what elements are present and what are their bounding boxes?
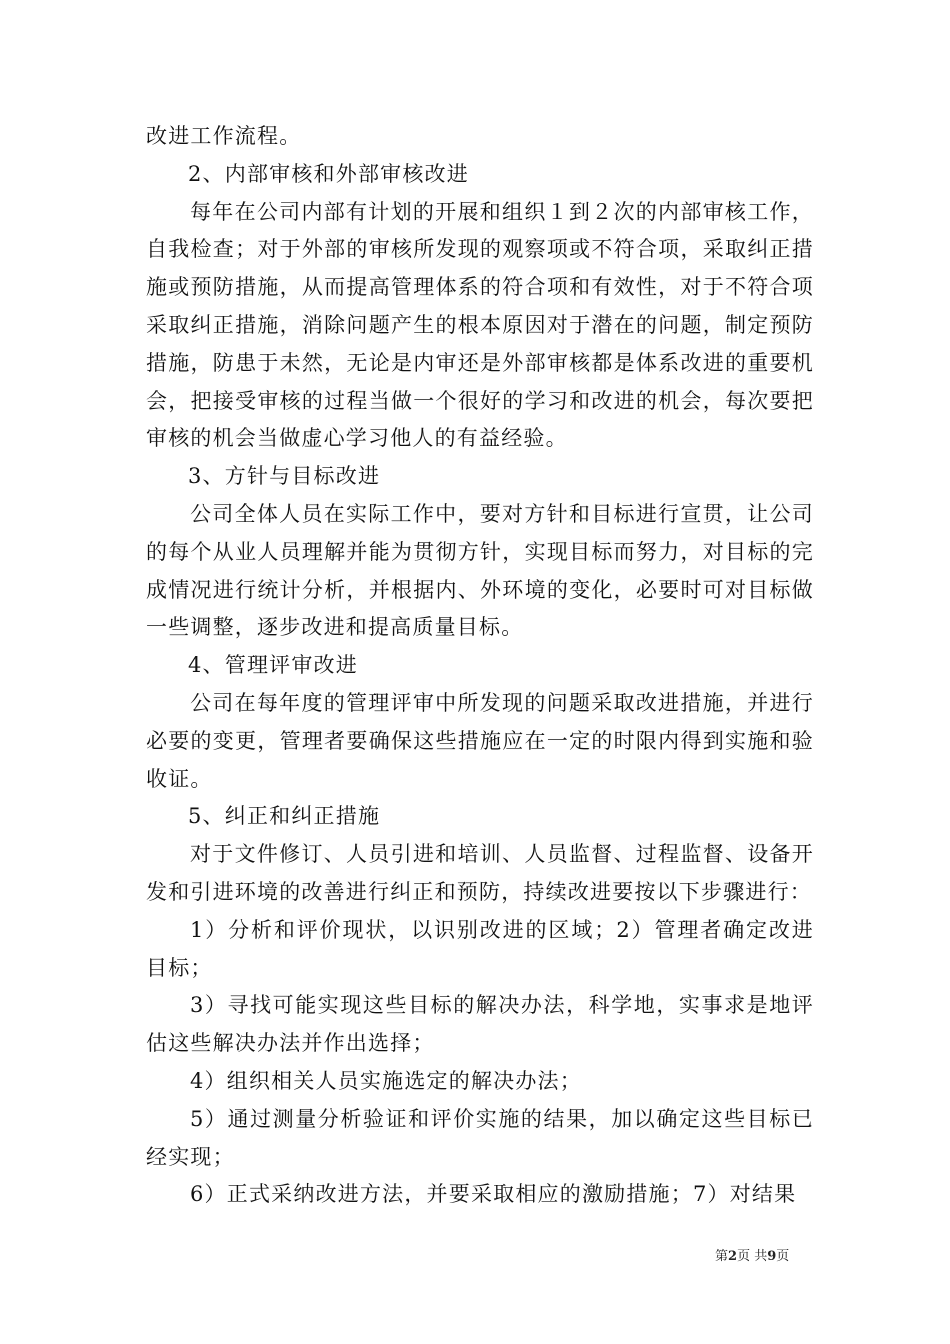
paragraph-management-review: 公司在每年度的管理评审中所发现的问题采取改进措施，并进行必要的变更，管理者要确保这些措施应在一定的时限内得到实施和验收证。 [146, 690, 814, 791]
paragraph-corrective-action: 对于文件修订、人员引进和培训、人员监督、过程监督、设备开发和引进环境的改善进行纠正和预防，持续改进要按以下步骤进行： [146, 842, 814, 904]
section-heading-internal-external-audit: 2、内部审核和外部审核改进 [188, 161, 469, 186]
section-heading-policy-objectives: 3、方针与目标改进 [188, 464, 381, 489]
footer-current-page: 2 [728, 1249, 738, 1264]
list-item-step-1-2: 1）分析和评价现状，以识别改进的区域；2）管理者确定改进目标； [146, 917, 814, 980]
page-number-footer [715, 1245, 825, 1264]
footer-prefix: 第 [715, 1249, 729, 1264]
section-heading-corrective-action: 5、纠正和纠正措施 [188, 804, 381, 829]
paragraph-policy: 公司全体人员在实际工作中，要对方针和目标进行宣贯，让公司的每个从业人员理解并能为贯彻方针，实现目标而努力，对目标的完成情况进行统计分析，并根据内、外环境的变化，必要时可对目标做一些调整，逐步改进和提高质量目标。 [146, 501, 814, 640]
footer-middle: 页 共 [737, 1249, 768, 1264]
document-body [146, 118, 814, 1214]
paragraph-audit: 每年在公司内部有计划的开展和组织１到２次的内部审核工作，自我检查；对于外部的审核所发现的观察项或不符合项，采取纠正措施或预防措施，从而提高管理体系的符合项和有效性，对于不符合项采取纠正措施，消除问题产生的根本原因对于潜在的问题，制定预防措施，防患于未然，无论是内审还是外部审核都是体系改进的重要机会，把接受审核的过程当做一个很好的学习和改进的机会，每次要把审核的机会当做虚心学习他人的有益经验。 [146, 199, 814, 451]
section-heading-management-review: 4、管理评审改进 [188, 653, 358, 678]
list-item-step-4: 4）组织相关人员实施选定的解决办法； [190, 1068, 582, 1093]
list-item-step-6-7: 6）正式采纳改进方法，并要采取相应的激励措施；7）对结果 [190, 1182, 797, 1207]
footer-suffix: 页 [776, 1249, 790, 1264]
list-item-step-3: 3）寻找可能实现这些目标的解决办法，科学地，实事求是地评估这些解决办法并作出选择； [146, 993, 814, 1056]
paragraph-continuation: 改进工作流程。 [146, 124, 302, 148]
list-item-step-5: 5）通过测量分析验证和评价实施的结果，加以确定这些目标已经实现； [146, 1106, 814, 1169]
footer-total-pages: 9 [767, 1249, 777, 1264]
